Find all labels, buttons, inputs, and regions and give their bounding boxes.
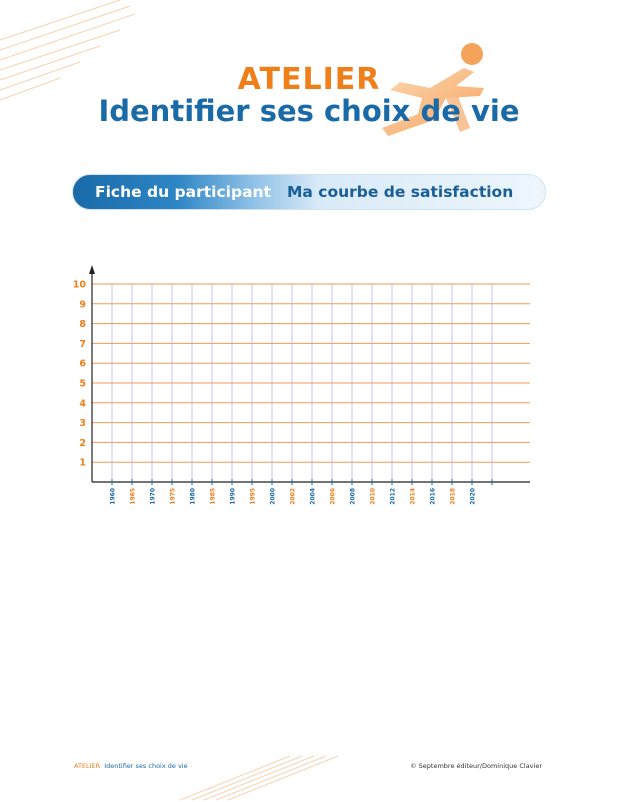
section-banner	[72, 174, 546, 210]
y-tick-label: 4	[79, 398, 86, 410]
y-tick-label: 8	[79, 319, 86, 331]
x-tick-label: 2016	[429, 488, 437, 505]
y-tick-label: 2	[79, 437, 86, 449]
x-tick-label: 1980	[189, 488, 197, 505]
x-tick-label: 1990	[229, 488, 237, 505]
y-tick-label: 3	[79, 418, 86, 430]
footer-left	[74, 762, 188, 770]
x-tick-label: 1995	[249, 488, 257, 505]
banner-subtitle: Ma courbe de satisfaction	[287, 183, 514, 201]
atelier-kicker: ATELIER	[237, 62, 381, 97]
x-tick-label: 2006	[329, 488, 337, 505]
decorative-hatch-bottom	[180, 752, 380, 802]
x-tick-label: 2018	[449, 488, 457, 505]
x-tick-label: 2020	[469, 488, 477, 505]
x-tick-label: 2008	[349, 488, 357, 505]
title-block	[0, 64, 618, 128]
page-title: Identifier ses choix de vie	[98, 94, 520, 128]
banner-label: Fiche du participant	[95, 183, 271, 201]
y-tick-label: 7	[79, 338, 86, 350]
x-tick-label: 1970	[149, 488, 157, 505]
x-tick-label: 2004	[309, 488, 317, 505]
x-tick-label: 2000	[269, 488, 277, 505]
x-tick-label: 2010	[369, 488, 377, 505]
y-tick-label: 5	[79, 378, 86, 390]
y-tick-label: 1	[79, 457, 86, 469]
footer-copyright: © Septembre éditeur/Dominique Clavier	[410, 762, 542, 770]
footer-title: Identifier ses choix de vie	[104, 762, 188, 770]
x-tick-label: 1975	[169, 488, 177, 505]
x-tick-label: 1965	[129, 488, 137, 505]
x-tick-label: 1985	[209, 488, 217, 505]
y-tick-label: 9	[79, 299, 86, 311]
y-tick-label: 6	[79, 358, 86, 370]
y-tick-label: 10	[72, 279, 86, 291]
x-tick-label: 2002	[289, 488, 297, 505]
x-tick-label: 2014	[409, 488, 417, 505]
x-tick-label: 1960	[109, 488, 117, 505]
y-axis-arrow	[89, 265, 95, 274]
satisfaction-chart	[60, 262, 540, 518]
footer-brand: ATELIER	[74, 762, 101, 770]
x-tick-label: 2012	[389, 488, 397, 505]
